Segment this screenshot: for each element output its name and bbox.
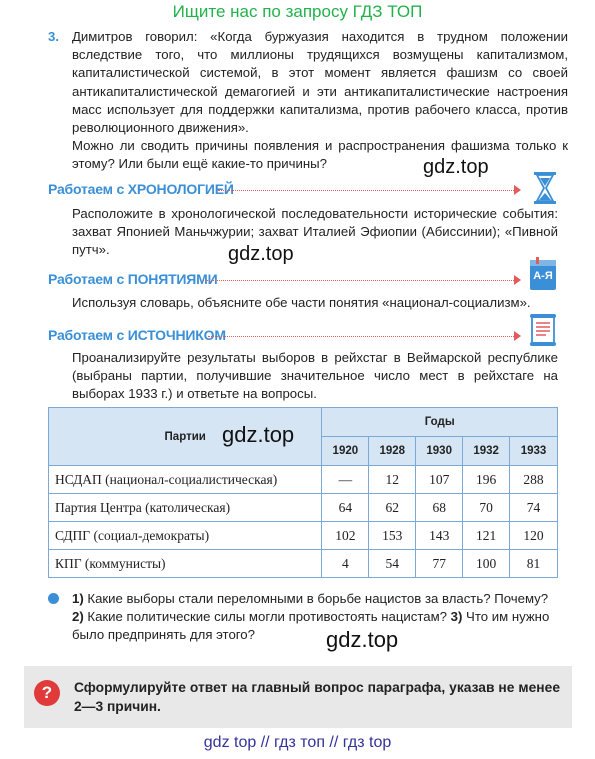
section-title: Работаем с ИСТОЧНИКОМ [48,327,226,343]
arrow-icon [514,275,521,285]
question-text: Какие политические силы могли противостоять нацистам? [83,609,451,625]
question-prompt: Можно ли сводить причины появления и распространения фашизма только к этому? Или были ещё какие-то причины? [72,138,568,172]
concepts-task: Используя словарь, объясните обе части понятия «национал-социализм». [72,295,531,310]
section-source-header [48,327,558,349]
table-row [49,466,558,494]
arrow-icon [514,185,521,195]
seat-count: 70 [463,494,510,522]
dotted-line [208,336,514,337]
year-1932: 1932 [463,437,510,466]
question-number: 3) [450,609,463,625]
question-3 [48,28,568,174]
seat-count: 153 [369,522,416,550]
seat-count: 102 [322,522,369,550]
party-name: НСДАП (национал-социалистическая) [49,466,322,494]
table-row [49,550,558,578]
question-number: 1) [72,591,84,606]
seat-count: 68 [416,494,463,522]
question-number: 2) [72,609,84,625]
table-row [49,494,558,522]
seat-count: — [322,466,369,494]
final-question-box [24,666,572,728]
chronology-task: Расположите в хронологической последовательности исторические события: захват Японией Маньчжурии; захват Италией Эфиопии (Абиссинии); «Пивной путч». [72,206,558,258]
seat-count: 121 [463,522,510,550]
seat-count: 54 [369,550,416,578]
years-header: Годы [322,408,558,437]
dictionary-icon [528,256,558,292]
question-mark-icon: ? [34,680,60,706]
question-text: Что им нужно было предпринять для этого? [72,609,550,643]
party-name: Партия Центра (католическая) [49,494,322,522]
dotted-line [203,280,514,281]
seat-count: 120 [510,522,558,550]
seat-count: 196 [463,466,510,494]
seat-count: 12 [369,466,416,494]
year-1920: 1920 [322,437,369,466]
watermark: gdz.top [423,156,489,178]
final-question-text: Сформулируйте ответ на главный вопрос параграфа, указав не менее 2—3 причин. [74,680,560,714]
seat-count: 288 [510,466,558,494]
watermark: gdz.top [222,422,295,447]
seat-count: 143 [416,522,463,550]
seat-count: 74 [510,494,558,522]
section-title: Работаем с ХРОНОЛОГИЕЙ [48,181,234,197]
seat-count: 62 [369,494,416,522]
seat-count: 107 [416,466,463,494]
watermark: gdz.top [326,627,399,652]
question-text: Какие выборы стали переломными в борьбе нацистов за власть? Почему? [83,591,549,606]
section-title: Работаем с ПОНЯТИЯМИ [48,271,218,287]
footer: gdz top // гдз топ // гдз top [203,734,392,751]
seat-count: 4 [322,550,369,578]
seat-count: 77 [416,550,463,578]
party-header: Партии [49,408,322,466]
party-name: КПГ (коммунисты) [49,550,322,578]
party-name: СДПГ (социал-демократы) [49,522,322,550]
dictionary-label: А-Я [533,270,553,282]
seat-count: 100 [463,550,510,578]
seat-count: 64 [322,494,369,522]
year-1933: 1933 [510,437,558,466]
source-task: Проанализируйте результаты выборов в рейхстаг в Веймарской республике (выбраны партии, получившие значительное число мест в рейхстаге на выборах 1933 г.) и ответьте на вопросы. [72,350,558,402]
year-1928: 1928 [369,437,416,466]
arrow-icon [514,331,521,341]
section-concepts-header [48,271,558,293]
year-1930: 1930 [416,437,463,466]
analysis-questions [48,590,558,645]
watermark: gdz.top [228,243,294,265]
bullet-icon [48,593,59,604]
dotted-line [218,190,514,191]
table-row [49,522,558,550]
election-results-table [48,407,558,578]
top-banner: Ищите нас по запросу ГДЗ ТОП [172,2,423,21]
hourglass-icon [532,171,558,205]
scroll-icon [528,313,560,347]
section-chronology-header [48,181,558,203]
seat-count: 81 [510,550,558,578]
question-number: 3. [48,29,59,44]
question-quote: Димитров говорил: «Когда буржуазия находится в трудном положении вследствие того, что миллионы трудящихся возмущены капитализмом, капиталистической системой, в этот момент является фашизм со своей антикапиталистической демагогией и эти антикапиталистические настроения масс использует для поддержки капитализма, против рабочего класса, против революционного движения». [72,29,568,136]
